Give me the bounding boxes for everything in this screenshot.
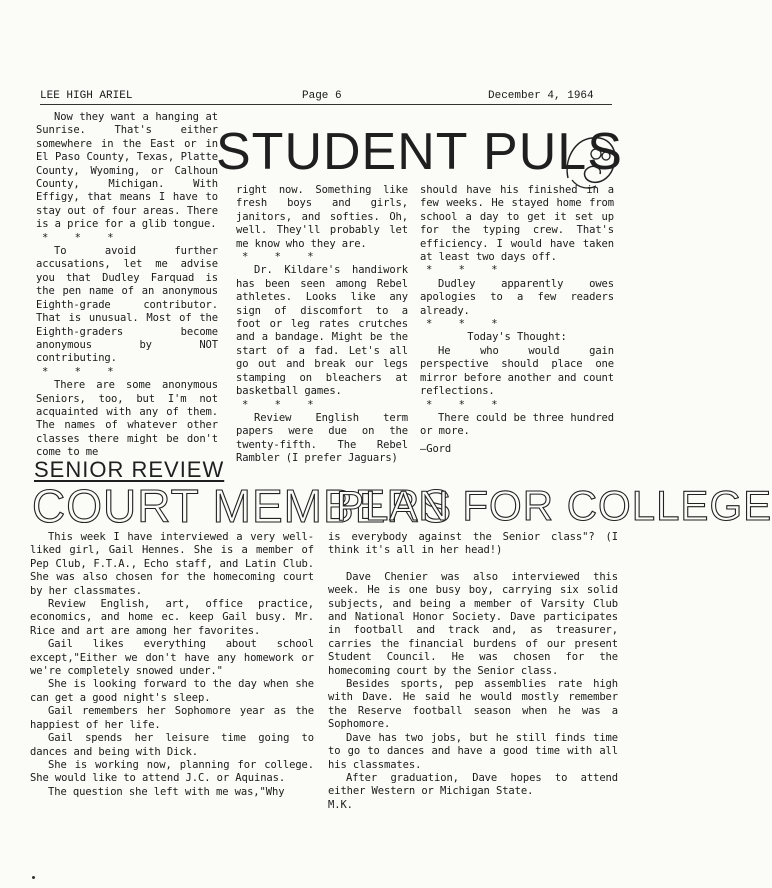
paper-name: LEE HIGH ARIEL bbox=[40, 90, 133, 102]
review-paragraph: Gail spends her leisure time going to dances and being with Dick. bbox=[30, 732, 314, 758]
pulse-column-2 bbox=[236, 184, 408, 466]
review-paragraph: This week I have interviewed a very well-liked girl, Gail Hennes. She is a member of Pep Club, F.T.A., Echo staff, and Latin Club. She was also chosen for the homecoming court by her classmates. bbox=[30, 531, 314, 597]
review-paragraph: After graduation, Dave hopes to attend either Western or Michigan State. bbox=[328, 771, 618, 798]
review-paragraph: She is looking forward to the day when she can get a good night's sleep. bbox=[30, 678, 314, 704]
review-paragraph: Besides sports, pep assemblies rate high with Dave. He said he would mostly remember the Reserve football season when he was a Sophomore. bbox=[328, 678, 618, 731]
review-paragraph: Gail likes everything about school except,"Either we don't have any homework or we're completely snowed under." bbox=[30, 638, 314, 678]
review-column-2 bbox=[328, 531, 618, 812]
section-stars: * * * bbox=[426, 398, 508, 411]
review-paragraph: Gail remembers her Sophomore year as the happiest of her life. bbox=[30, 705, 314, 731]
plan-for-college-heading: PLAN FOR COLLEGE bbox=[336, 482, 772, 529]
page-number: Page 6 bbox=[302, 90, 342, 102]
page-mark bbox=[32, 876, 35, 879]
review-paragraph: is everybody against the Senior class"? (I think it's all in her head!) bbox=[328, 531, 618, 557]
senior-review-kicker: SENIOR REVIEW bbox=[34, 457, 225, 482]
pulse-paragraph: Now they want a hanging at Sunrise. That's either somewhere in the East or in El Paso County, Texas, Platte County, Wyoming, or Calhoun County, Michigan. With Effigy, that means I have to stay out of four areas. There is a price for a glib tongue. bbox=[36, 111, 218, 231]
pulse-paragraph: should have his finished in a few weeks. He stayed home from school a day to get it set up for the typing crew. That's efficiency. I would have taken at least two days off. bbox=[420, 184, 614, 264]
section-stars: * * * bbox=[42, 231, 124, 244]
student-pulse-heading: STUDENT PULS bbox=[216, 123, 623, 181]
review-paragraph: Review English, art, office practice, economics, and home ec. keep Gail busy. Mr. Rice and art are among her favorites. bbox=[30, 598, 314, 637]
pulse-paragraph: right now. Something like fresh boys and girls, janitors, and softies. Oh, well. They'll probably let me know who they are. bbox=[236, 184, 408, 250]
pulse-paragraph: He who would gain perspective should place one mirror before another and count reflections. bbox=[420, 344, 614, 398]
section-stars: * * * bbox=[426, 264, 508, 277]
review-paragraph: The question she left with me was,"Why bbox=[48, 785, 285, 798]
review-paragraph: She is working now, planning for college. She would like to attend J.C. or Aquinas. bbox=[30, 758, 314, 785]
header-rule bbox=[40, 104, 612, 105]
pulse-paragraph: Review English term papers were due on the twenty-fifth. The Rebel Rambler (I prefer Jaguars) bbox=[236, 411, 408, 465]
todays-thought-label: Today's Thought: bbox=[467, 331, 567, 344]
pulse-paragraph: Dudley apparently owes apologies to a few readers already. bbox=[420, 277, 614, 317]
review-paragraph: Dave Chenier was also interviewed this week. He is one busy boy, carrying six solid subjects, and being a member of Varsity Club and National Honor Society. Dave participates in football and track and, as treasurer, carries the financial burdens of our present Student Council. He was chosen for the homecoming court by the Senior class. bbox=[328, 570, 618, 677]
review-column-1 bbox=[30, 531, 314, 799]
pulse-signature: —Gord bbox=[420, 442, 452, 455]
section-stars: * * * bbox=[242, 398, 324, 411]
issue-date: December 4, 1964 bbox=[488, 90, 594, 102]
pulse-paragraph: Dr. Kildare's handiwork has been seen among Rebel athletes. Looks like any sign of discomfort to a foot or leg rates crutches and a bandage. Might be the start of a fad. Let's all go out and break our legs stamping on bleachers at basketball games. bbox=[236, 264, 408, 398]
review-signature: M.K. bbox=[328, 798, 353, 811]
section-stars: * * * bbox=[426, 318, 508, 331]
section-stars: * * * bbox=[42, 365, 124, 378]
review-paragraph: Dave has two jobs, but he still finds time to go to dances and have a good time with all his classmates. bbox=[328, 731, 618, 771]
court-members-heading: COURT MEMBERS bbox=[32, 480, 453, 532]
pulse-column-1 bbox=[36, 111, 218, 460]
pulse-column-3 bbox=[420, 184, 614, 456]
pulse-paragraph: There are some anonymous Seniors, too, but I'm not acquainted with any of them. The names of whatever other classes there might be don't come to me bbox=[36, 379, 218, 459]
pulse-paragraph: There could be three hundred or more. bbox=[420, 411, 614, 438]
section-stars: * * * bbox=[242, 251, 324, 264]
pulse-paragraph: To avoid further accusations, let me advise you that Dudley Farquad is the pen name of an anonymous Eighth-grade contributor. That is unusual. Most of the Eighth-graders become anonymous by NOT contributing. bbox=[36, 245, 218, 365]
